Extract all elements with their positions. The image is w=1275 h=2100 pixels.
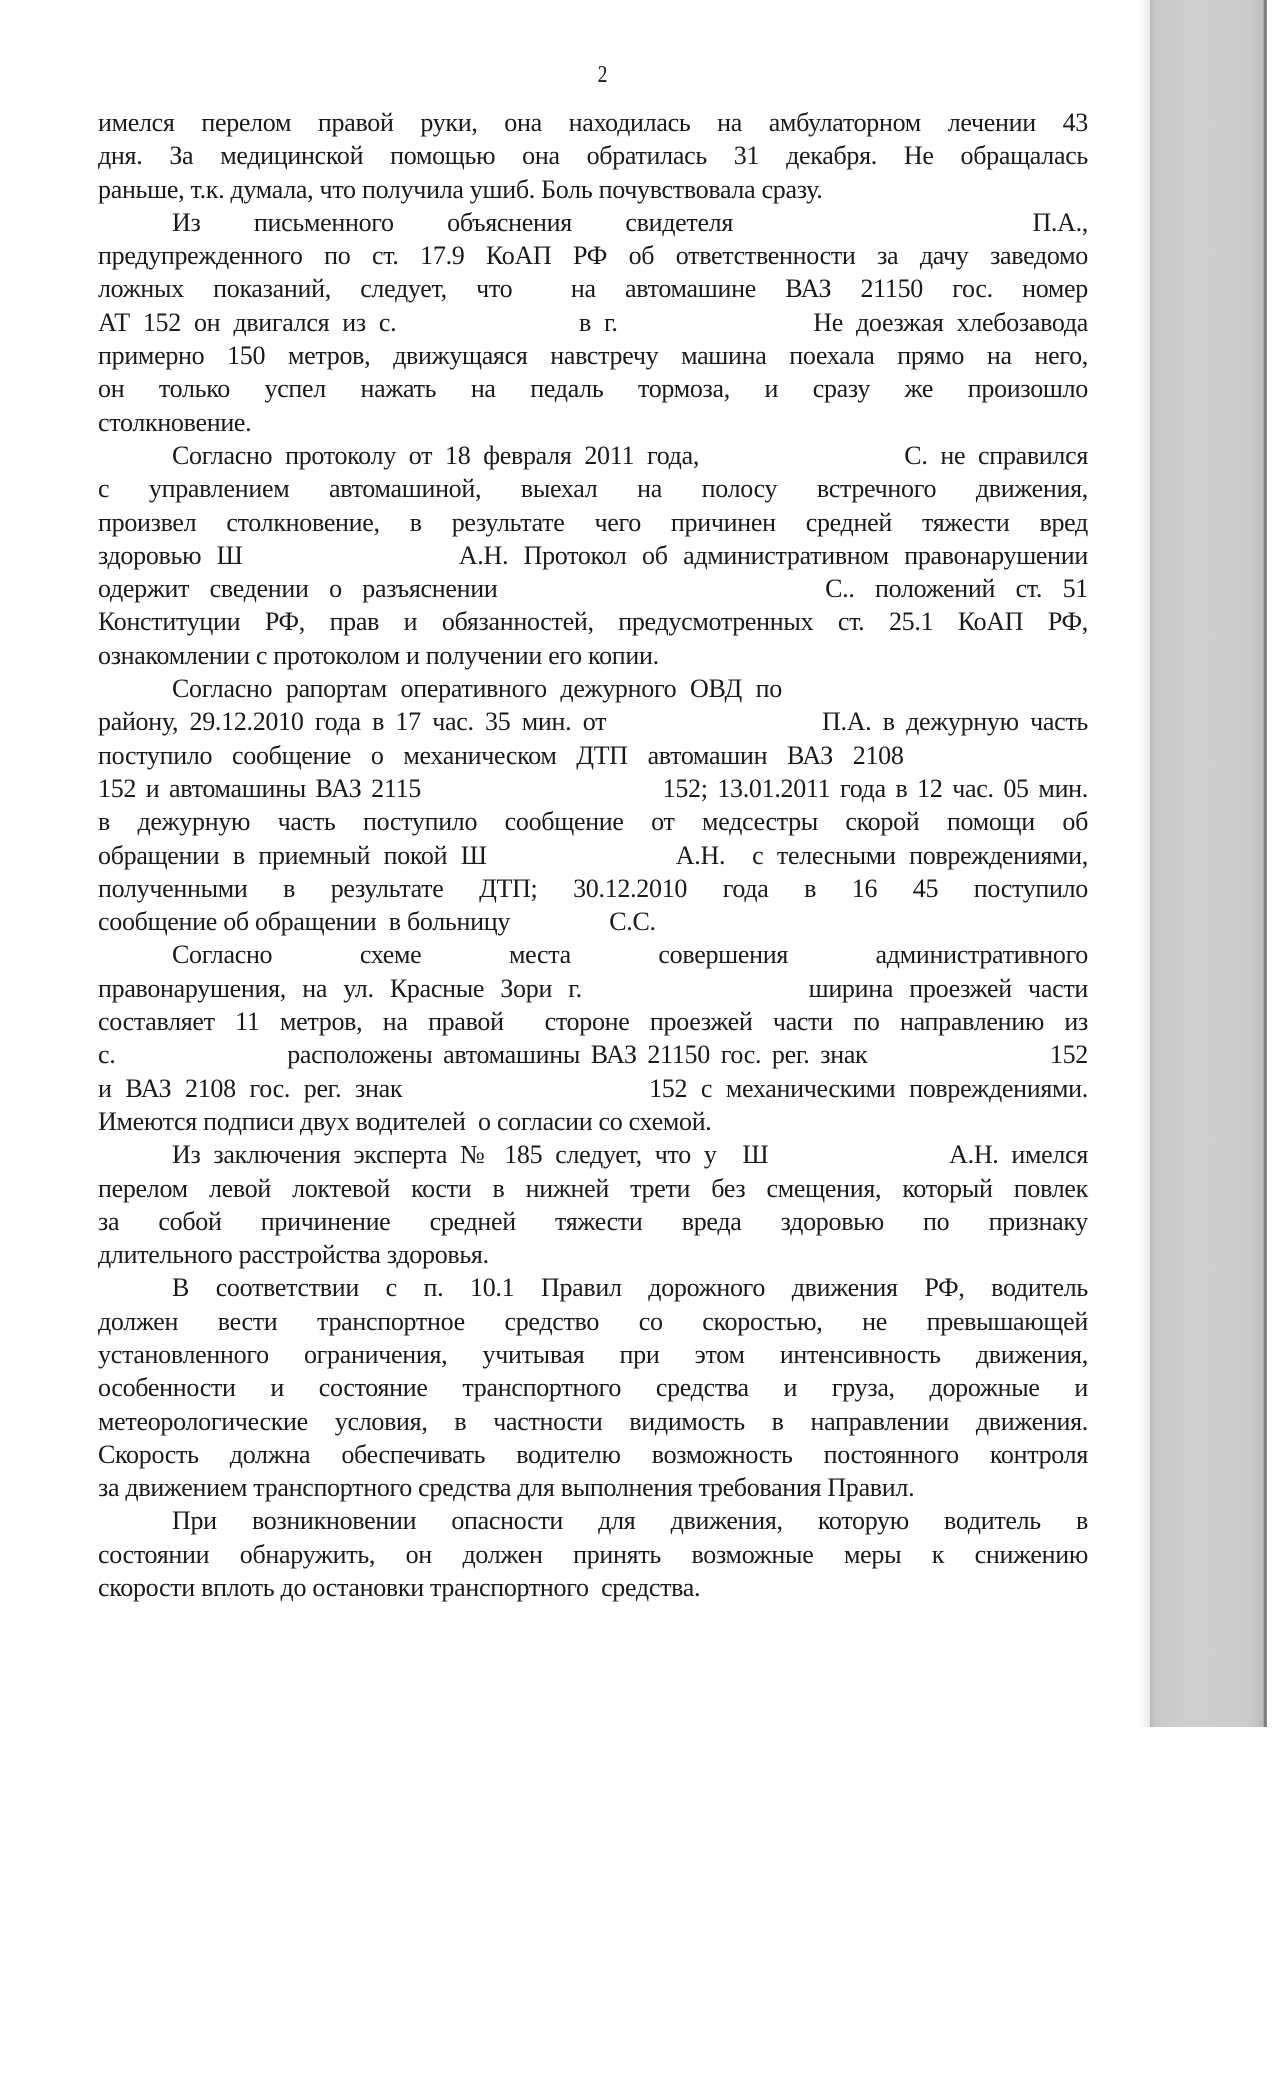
paragraph [98, 1504, 1088, 1604]
text-line: столкновение. [98, 407, 252, 437]
text-line: полученными в результате ДТП; 30.12.2010 года в 16 45 поступило [98, 873, 1088, 903]
text-line: Из письменного объяснения свидетеля П.А., [172, 207, 1088, 237]
text-line: примерно 150 метров, движущаяся навстречу машина поехала прямо на него, [98, 341, 1088, 371]
paragraph [98, 938, 1088, 1138]
text-line: При возникновении опасности для движения, которую водитель в [172, 1506, 1088, 1536]
text-line: Согласно схеме места совершения административного [172, 940, 1088, 970]
paragraph [98, 106, 1088, 206]
text-line: Согласно рапортам оперативного дежурного ОВД по [172, 674, 1088, 704]
text-line: 152 и автомашины ВАЗ 2115 152; 13.01.2011 года в 12 час. 05 мин. [98, 773, 1088, 803]
text-line: состоянии обнаружить, он должен принять возможные меры к снижению [98, 1539, 1088, 1569]
text-line: за движением транспортного средства для выполнения требования Правил. [98, 1473, 915, 1503]
scanner-margin-band [1150, 0, 1267, 1727]
text-line: с. расположены автомашины ВАЗ 21150 гос. рег. знак 152 [98, 1040, 1088, 1070]
text-line: установленного ограничения, учитывая при этом интенсивность движения, [98, 1339, 1088, 1369]
text-line: правонарушения, на ул. Красные Зори г. ширина проезжей части [98, 973, 1088, 1003]
text-line: скорости вплоть до остановки транспортного средства. [98, 1573, 701, 1603]
text-line: АТ 152 он двигался из с. в г. Не доезжая хлебозавода [98, 307, 1088, 337]
paragraph [98, 206, 1088, 439]
text-line: району, 29.12.2010 года в 17 час. 35 мин. от П.А. в дежурную часть [98, 707, 1088, 737]
text-line: имелся перелом правой руки, она находилась на амбулаторном лечении 43 [98, 108, 1088, 137]
text-line: составляет 11 метров, на правой стороне проезжей части по направлению из [98, 1007, 1088, 1037]
text-line: он только успел нажать на педаль тормоза, и сразу же произошло [98, 374, 1088, 404]
paragraph [98, 1138, 1088, 1271]
text-line: за собой причинение средней тяжести вреда здоровью по признаку [98, 1206, 1088, 1236]
text-line: длительного расстройства здоровья. [98, 1240, 489, 1270]
text-line: ложных показаний, следует, что на автомашине ВАЗ 21150 гос. номер [98, 274, 1088, 304]
text-line: сообщение об обращении в больницу С.С. [98, 907, 656, 937]
text-line: Скорость должна обеспечивать водителю возможность постоянного контроля [98, 1439, 1088, 1469]
text-line: обращении в приемный покой Ш А.Н. с телесными повреждениями, [98, 840, 1088, 870]
page-number: 2 [597, 62, 608, 88]
text-line: метеорологические условия, в частности видимость в направлении движения. [98, 1406, 1088, 1436]
text-line: и ВАЗ 2108 гос. рег. знак 152 с механическими повреждениями. [98, 1073, 1088, 1103]
text-line: с управлением автомашиной, выехал на полосу встречного движения, [98, 474, 1088, 504]
text-line: одержит сведении о разъяснении С.. положений ст. 51 [98, 574, 1088, 604]
text-line: произвел столкновение, в результате чего причинен средней тяжести вред [98, 507, 1088, 537]
text-line: дня. За медицинской помощью она обратилась 31 декабря. Не обращалась [98, 141, 1088, 171]
text-line: должен вести транспортное средство со скоростью, не превышающей [98, 1306, 1088, 1336]
text-line: предупрежденного по ст. 17.9 КоАП РФ об ответственности за дачу заведомо [98, 241, 1088, 271]
text-line: Имеются подписи двух водителей о согласии со схемой. [98, 1106, 712, 1136]
text-line: особенности и состояние транспортного средства и груза, дорожные и [98, 1373, 1088, 1403]
text-line: Из заключения эксперта № 185 следует, что у Ш А.Н. имелся [172, 1140, 1088, 1170]
paragraph [98, 439, 1088, 672]
paragraph [98, 1271, 1088, 1504]
text-line: Конституции РФ, прав и обязанностей, предусмотренных ст. 25.1 КоАП РФ, [98, 607, 1088, 637]
text-line: в дежурную часть поступило сообщение от медсестры скорой помощи об [98, 807, 1088, 837]
text-line: раньше, т.к. думала, что получила ушиб. Боль почувствовала сразу. [98, 174, 823, 204]
paragraph [98, 672, 1088, 938]
text-line: здоровью Ш А.Н. Протокол об административном правонарушении [98, 540, 1088, 570]
text-line: В соответствии с п. 10.1 Правил дорожного движения РФ, водитель [172, 1273, 1088, 1303]
text-line: ознакомлении с протоколом и получении его копии. [98, 640, 659, 670]
text-line: Согласно протоколу от 18 февраля 2011 года, С. не справился [172, 440, 1088, 470]
text-line: перелом левой локтевой кости в нижней трети без смещения, который повлек [98, 1173, 1088, 1203]
document-body [98, 106, 1088, 1604]
text-line: поступило сообщение о механическом ДТП автомашин ВАЗ 2108 [98, 740, 1088, 770]
